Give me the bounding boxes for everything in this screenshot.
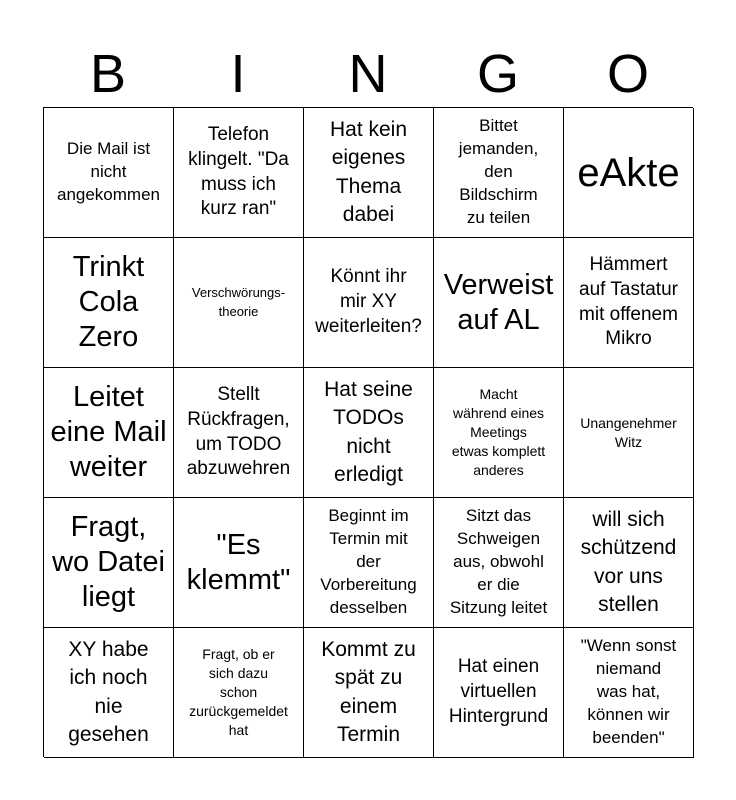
- header-letter-n: N: [348, 44, 388, 104]
- bingo-cell[interactable]: [174, 108, 304, 238]
- bingo-cell[interactable]: [434, 238, 564, 368]
- bingo-cell[interactable]: [304, 498, 434, 628]
- bingo-cell[interactable]: [434, 108, 564, 238]
- bingo-cell[interactable]: [304, 628, 434, 758]
- bingo-cell[interactable]: [564, 628, 694, 758]
- cell-text: Macht während eines Meetings etwas komplett anderes: [451, 386, 546, 478]
- bingo-header: [43, 42, 693, 106]
- cell-text: Die Mail ist nicht angekommen: [56, 139, 160, 204]
- cell-text: Beginnt im Termin mit der Vorbereitung desselben: [320, 506, 417, 617]
- bingo-cell[interactable]: [434, 368, 564, 498]
- cell-text: Telefon klingelt. "Da muss ich kurz ran": [188, 124, 289, 220]
- cell-text: "Wenn sonst niemand was hat, können wir beenden": [580, 636, 677, 747]
- bingo-cell[interactable]: [174, 368, 304, 498]
- cell-text: Verschwörungs- theorie: [191, 285, 286, 319]
- header-letter-o: O: [606, 44, 649, 104]
- cell-text: eAkte: [577, 150, 680, 195]
- header-letter-i: I: [230, 44, 246, 104]
- cell-text: Verweist auf AL: [443, 268, 554, 336]
- cell-text: "Es klemmt": [186, 528, 291, 596]
- bingo-cell[interactable]: [564, 498, 694, 628]
- cell-text: Trinkt Cola Zero: [72, 251, 145, 353]
- bingo-cell[interactable]: [174, 498, 304, 628]
- bingo-cell[interactable]: [564, 368, 694, 498]
- cell-text: Fragt, ob er sich dazu schon zurückgemeldet hat: [189, 646, 288, 738]
- bingo-cell[interactable]: [434, 628, 564, 758]
- bingo-cell[interactable]: [174, 628, 304, 758]
- bingo-cell[interactable]: [44, 498, 174, 628]
- bingo-cell[interactable]: [44, 238, 174, 368]
- cell-text: Sitzt das Schweigen aus, obwohl er die Sitzung leitet: [449, 506, 548, 617]
- cell-text: Hat einen virtuellen Hintergrund: [448, 656, 549, 727]
- bingo-cell[interactable]: [564, 108, 694, 238]
- cell-text: Stellt Rückfragen, um TODO abzuwehren: [186, 384, 291, 480]
- cell-text: will sich schützend vor uns stellen: [580, 507, 677, 616]
- cell-text: Unangenehmer Witz: [580, 414, 677, 450]
- bingo-cell[interactable]: [304, 238, 434, 368]
- header-letter-b: B: [89, 44, 127, 104]
- bingo-cell[interactable]: [44, 108, 174, 238]
- bingo-cell[interactable]: [564, 238, 694, 368]
- bingo-cell[interactable]: [44, 368, 174, 498]
- cell-text: Hämmert auf Tastatur mit offenem Mikro: [579, 254, 678, 350]
- header-letter-g: G: [476, 44, 519, 104]
- bingo-cell[interactable]: [44, 628, 174, 758]
- cell-text: XY habe ich noch nie gesehen: [68, 637, 149, 746]
- bingo-cell[interactable]: [304, 108, 434, 238]
- cell-text: Leitet eine Mail weiter: [50, 381, 167, 483]
- cell-text: Hat seine TODOs nicht erledigt: [324, 377, 413, 486]
- bingo-board: [43, 107, 693, 757]
- cell-text: Kommt zu spät zu einem Termin: [321, 637, 416, 746]
- cell-text: Hat kein eigenes Thema dabei: [329, 117, 408, 226]
- cell-text: Könnt ihr mir XY weiterleiten?: [315, 266, 422, 337]
- cell-text: Bittet jemanden, den Bildschirm zu teilen: [458, 116, 539, 227]
- cell-text: Fragt, wo Datei liegt: [52, 511, 165, 613]
- bingo-cell[interactable]: [304, 368, 434, 498]
- bingo-cell[interactable]: [434, 498, 564, 628]
- bingo-cell[interactable]: [174, 238, 304, 368]
